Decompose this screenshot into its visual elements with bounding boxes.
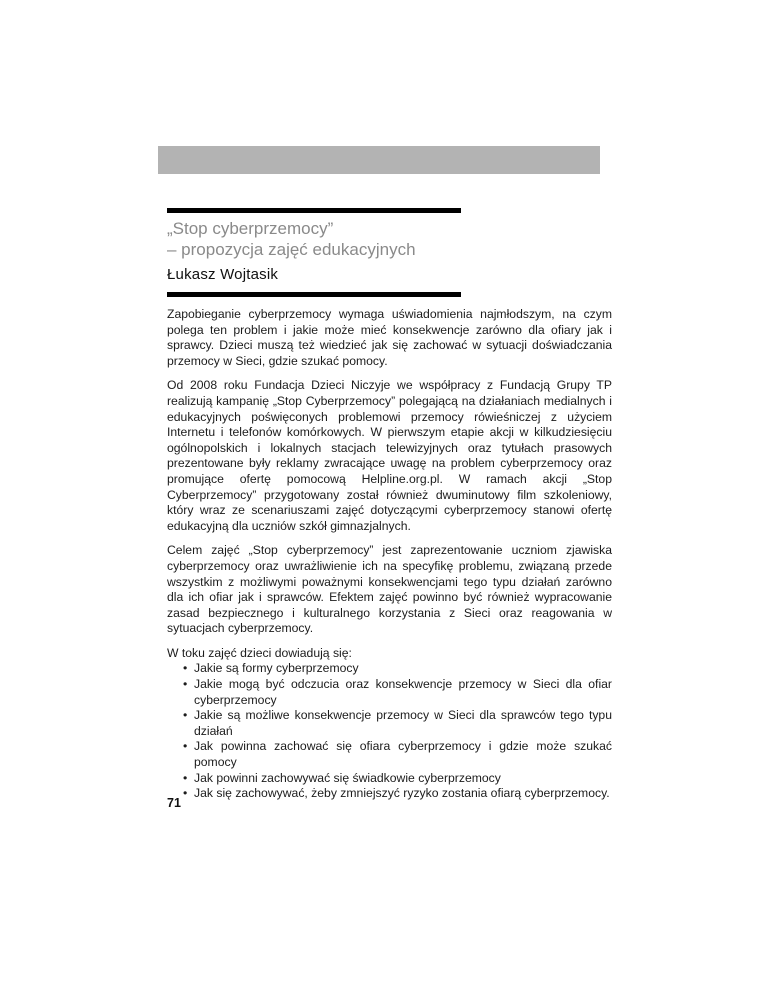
list-item-text: Jakie są formy cyberprzemocy [194,661,359,676]
bullet-icon: • [183,661,188,676]
list-item-text: Jakie mogą być odczucia oraz konsekwencje przemocy w Sieci dla ofiar cyberprzemocy [194,677,612,707]
paragraph: Od 2008 roku Fundacja Dzieci Niczyje we współpracy z Fundacją Grupy TP realizują kampanię „Stop Cyberprzemocy” polegającą na działaniach medialnych i edukacyjnych poświęconych problemowi przemocy rówieśniczej z użyciem Internetu i telefonów komórkowych. W pierwszym etapie akcji w kilkudziesięciu ogólnopolskich i lokalnych stacjach telewizyjnych oraz tytułach prasowych prezentowane były reklamy zwracające uwagę na problem cyberprzemocy oraz promujące ofertę pomocową Helpline.org.pl. W ramach akcji „Stop Cyberprzemocy” przygotowany został również dwuminutowy film szkoleniowy, który wraz ze scenariuszami zajęć dotyczącymi cyberprzemocy stanowi ofertę edukacyjną dla uczniów szkół gimnazjalnych. [167,378,612,533]
learning-outcomes-list [167,661,612,801]
chapter-title [167,218,587,260]
list-item-text: Jak się zachowywać, żeby zmniejszyć ryzyko zostania ofiarą cyberprzemocy. [194,786,610,801]
bullet-icon: • [183,677,188,692]
paragraph: Zapobieganie cyberprzemocy wymaga uświadomienia najmłodszym, na czym polega ten problem i jakie może mieć konsekwencje zarówno dla ofiary jak i sprawcy. Dzieci muszą też wiedzieć jak się zachować w sytuacji doświadczania przemocy w Sieci, gdzie szukać pomocy. [167,307,612,368]
list-item-text: Jak powinna zachować się ofiara cyberprzemocy i gdzie może szukać pomocy [194,739,612,770]
list-item-text: Jak powinni zachowywać się świadkowie cyberprzemocy [194,770,501,785]
bullet-icon: • [183,708,188,723]
title-rule-top [167,208,461,213]
list-intro: W toku zajęć dzieci dowiadują się: [167,645,352,660]
list-item [183,786,612,802]
bullet-icon: • [183,739,188,754]
chapter-title-line-1: „Stop cyberprzemocy” [167,219,334,238]
list-item [183,677,612,708]
list-item [183,771,612,787]
header-band [158,146,600,174]
list-item [183,708,612,739]
list-item [183,661,612,677]
chapter-title-line-2: – propozycja zajęć edukacyjnych [167,240,416,259]
bullet-icon: • [183,770,188,785]
paragraph: Celem zajęć „Stop cyberprzemocy” jest zaprezentowanie uczniom zjawiska cyberprzemocy oraz uwrażliwienie ich na specyfikę problemu, związaną przede wszystkim z możliwymi poważnymi konsekwencjami tego typu działań zarówno dla ich ofiar jak i sprawców. Efektem zajęć powinno być również wypracowanie zasad bezpiecznego i kulturalnego korzystania z Sieci oraz reagowania w sytuacjach cyberprzemocy. [167,543,612,636]
article-body [167,307,612,802]
list-item-text: Jakie są możliwe konsekwencje przemocy w Sieci dla sprawców tego typu działań [194,708,612,738]
bullet-icon: • [183,786,188,801]
author-name: Łukasz Wojtasik [167,266,279,283]
page-number: 71 [167,796,181,810]
list-item [183,739,612,770]
title-rule-bottom [167,292,461,297]
